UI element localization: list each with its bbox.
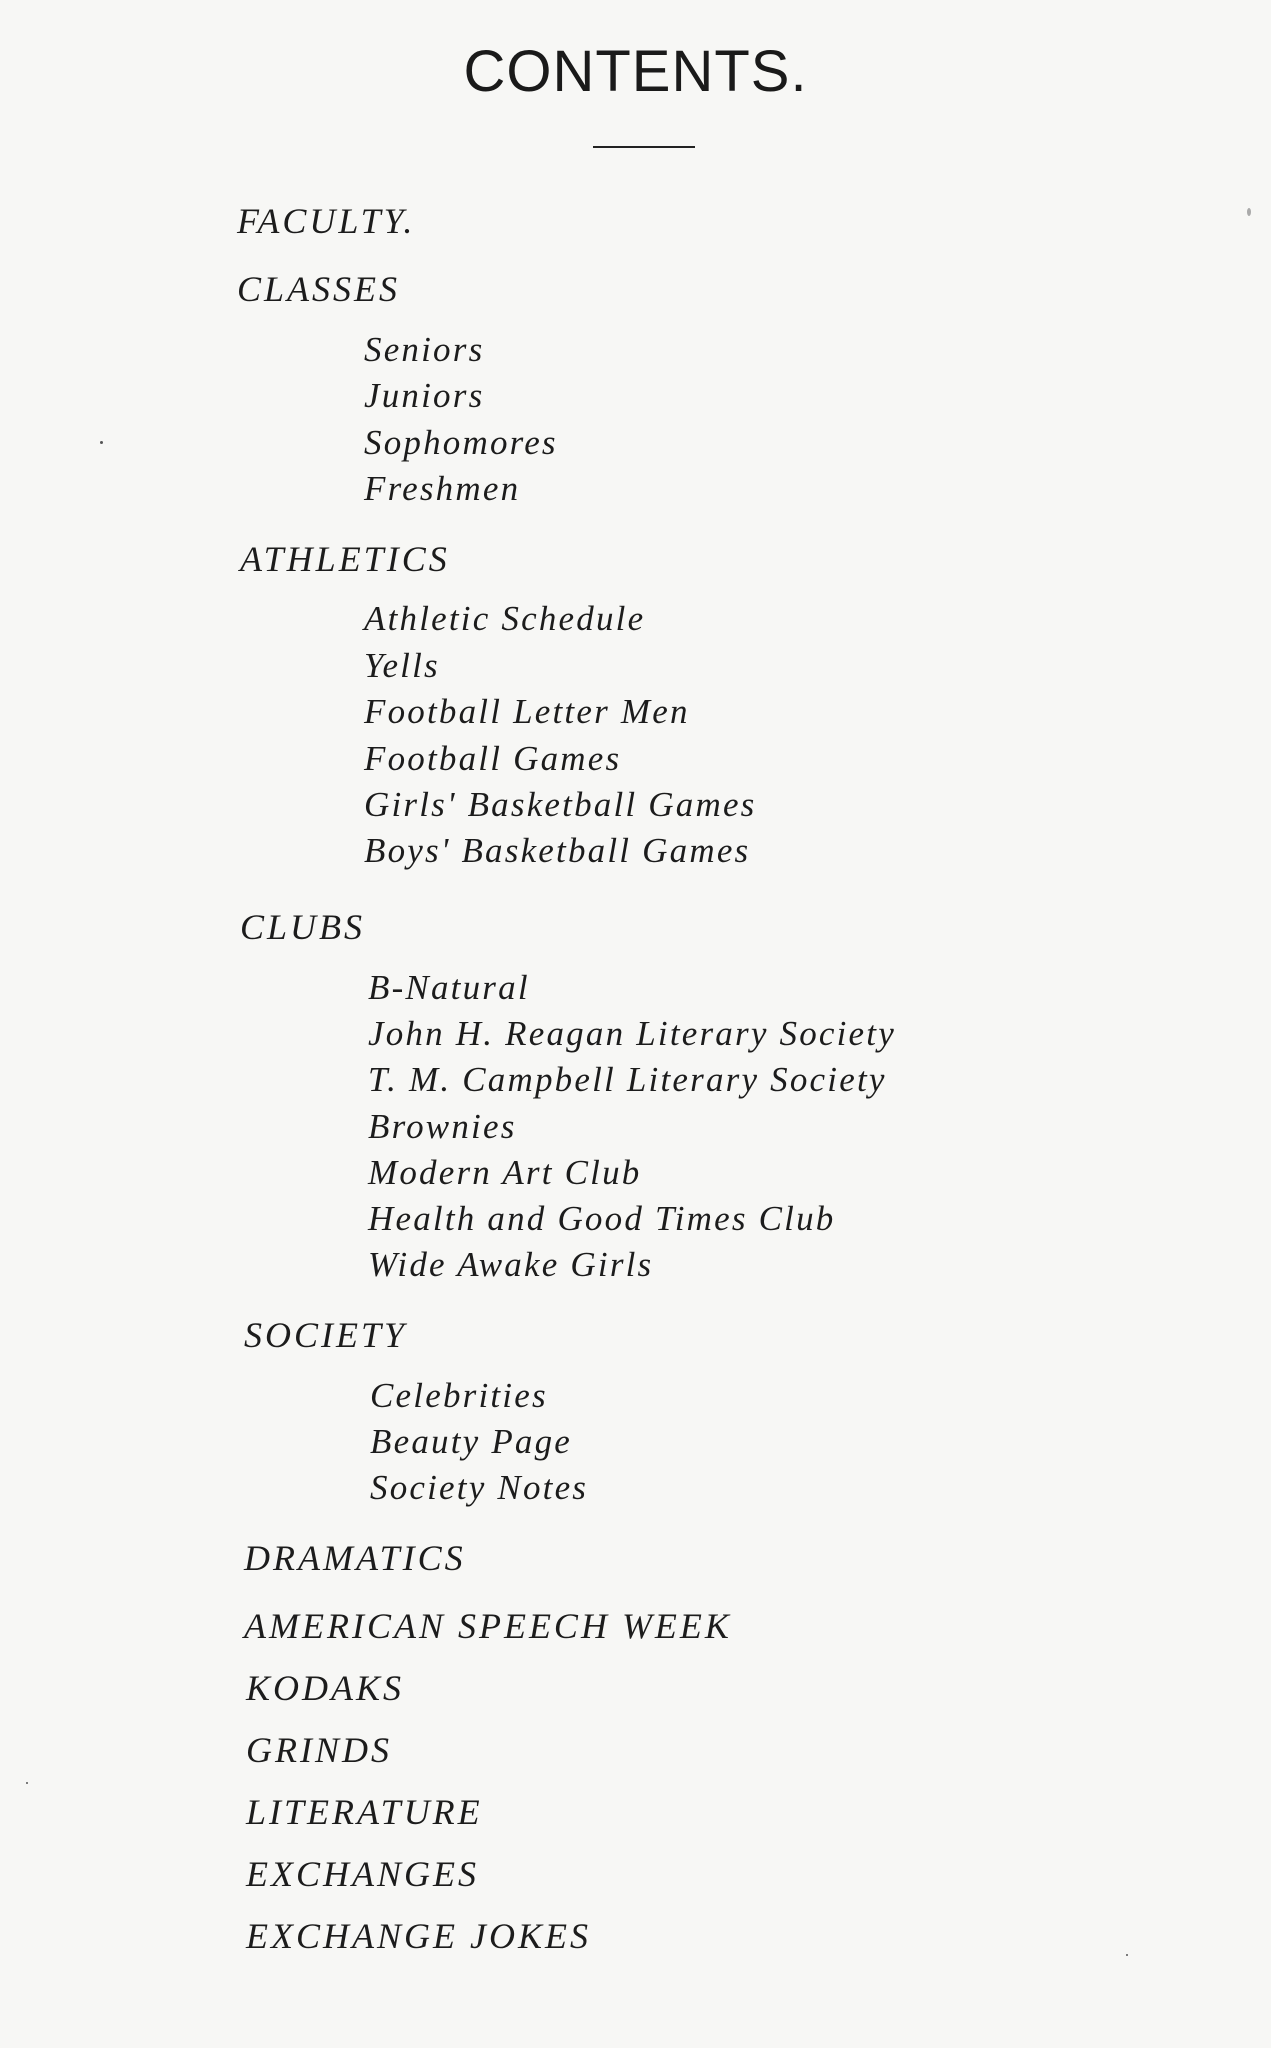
list-item: Yells <box>364 646 440 685</box>
list-item: Modern Art Club <box>368 1153 642 1192</box>
section-dramatics: DRAMATICS <box>244 1538 466 1578</box>
list-item: Beauty Page <box>370 1422 573 1461</box>
section-classes: CLASSES <box>237 269 401 309</box>
title-divider <box>593 146 695 148</box>
section-faculty: FACULTY. <box>237 201 416 241</box>
section-american-speech-week: AMERICAN SPEECH WEEK <box>244 1606 732 1646</box>
list-item: Health and Good Times Club <box>368 1199 836 1238</box>
list-item: Celebrities <box>370 1376 548 1415</box>
list-item: Girls' Basketball Games <box>364 785 757 824</box>
list-item: Football Games <box>364 739 622 778</box>
paper-speck <box>1126 1954 1128 1956</box>
section-grinds: GRINDS <box>246 1730 392 1770</box>
section-clubs: CLUBS <box>240 907 366 947</box>
list-item: Seniors <box>364 330 485 369</box>
list-item: Sophomores <box>364 423 558 462</box>
section-athletics: ATHLETICS <box>240 539 450 579</box>
list-item: Society Notes <box>370 1468 589 1507</box>
section-exchange-jokes: EXCHANGE JOKES <box>246 1916 591 1956</box>
list-item: Brownies <box>368 1107 517 1146</box>
section-exchanges: EXCHANGES <box>246 1854 479 1894</box>
list-item: Boys' Basketball Games <box>364 831 751 870</box>
section-society: SOCIETY <box>244 1315 408 1355</box>
list-item: Juniors <box>364 376 485 415</box>
page-title: CONTENTS. <box>463 39 808 104</box>
list-item: John H. Reagan Literary Society <box>368 1014 896 1053</box>
list-item: Freshmen <box>364 469 521 508</box>
paper-speck <box>100 441 103 444</box>
list-item: Wide Awake Girls <box>368 1245 654 1284</box>
list-item: T. M. Campbell Literary Society <box>368 1060 887 1099</box>
list-item: Football Letter Men <box>364 692 690 731</box>
paper-speck <box>26 1782 28 1784</box>
paper-speck <box>1247 208 1251 216</box>
list-item: Athletic Schedule <box>364 599 646 638</box>
section-literature: LITERATURE <box>246 1792 483 1832</box>
section-kodaks: KODAKS <box>246 1668 405 1708</box>
list-item: B-Natural <box>368 968 530 1007</box>
